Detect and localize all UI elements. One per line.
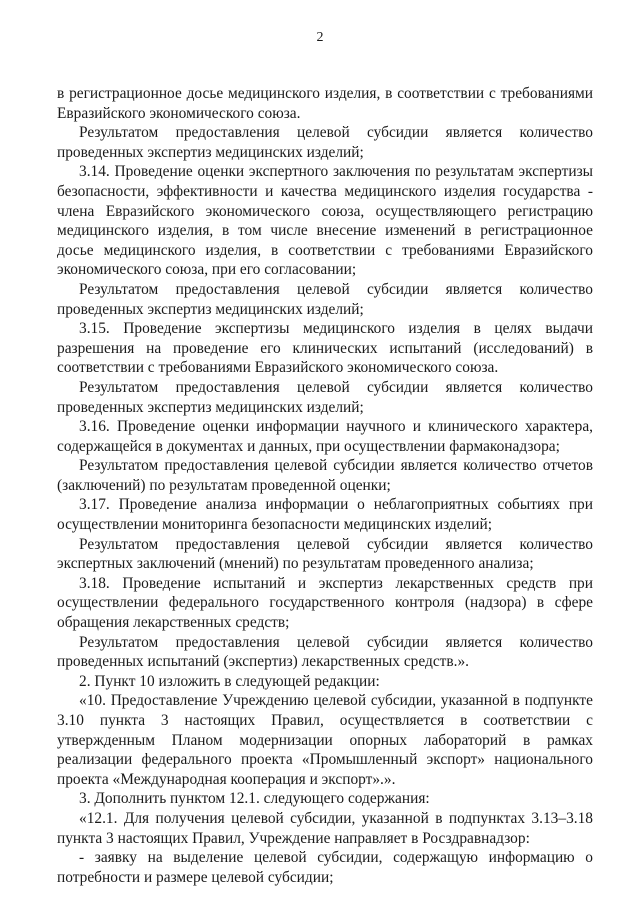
paragraph: Результатом предоставления целевой субсидии является количество экспертных заключений (мнений) по результатам проведенного анализа; <box>57 535 593 573</box>
paragraph: 3.17. Проведение анализа информации о неблагоприятных событиях при осуществлении мониторинга безопасности медицинских изделий; <box>57 496 593 534</box>
paragraph: Результатом предоставления целевой субсидии является количество проведенных экспертиз медицинских изделий; <box>57 124 593 161</box>
paragraph: Результатом предоставления целевой субсидии является количество проведенных испытаний (экспертиз) лекарственных средств.». <box>57 633 593 671</box>
paragraph: «12.1. Для получения целевой субсидии, указанной в подпунктах 3.13–3.18 пункта 3 настоящих Правил, Учреждение направляет в Росздравнадзор: <box>57 809 593 847</box>
paragraph: в регистрационное досье медицинского изделия, в соответствии с требованиями Евразийского экономического союза. <box>57 85 593 122</box>
paragraph: 3.14. Проведение оценки экспертного заключения по результатам экспертизы безопасности, эффективности и качества медицинского изделия государства - члена Евразийского экономического союза, осуществляющего регистрацию медицинского изделия, в том числе внесение изменений в регистрационное досье медицинского изделия, в соответствии с требованиями Евразийского экономического союза, при его согласовании; <box>57 163 593 279</box>
paragraph: Результатом предоставления целевой субсидии является количество проведенных экспертиз медицинских изделий; <box>57 378 593 416</box>
paragraph: 3.18. Проведение испытаний и экспертиз лекарственных средств при осуществлении федерального государственного контроля (надзора) в сфере обращения лекарственных средств; <box>57 574 593 632</box>
page-number: 2 <box>316 30 324 45</box>
paragraph: 3.15. Проведение экспертизы медицинского изделия в целях выдачи разрешения на проведение его клинических испытаний (исследований) в соответствии с требованиями Евразийского экономического союза. <box>57 320 593 377</box>
paragraph: 2. Пункт 10 изложить в следующей редакции: <box>79 672 380 690</box>
paragraph: Результатом предоставления целевой субсидии является количество отчетов (заключений) по результатам проведенной оценки; <box>57 457 593 494</box>
paragraph: Результатом предоставления целевой субсидии является количество проведенных экспертиз медицинских изделий; <box>57 280 593 318</box>
document-body <box>57 84 593 887</box>
paragraph: - заявку на выделение целевой субсидии, содержащую информацию о потребности и размере целевой субсидии; <box>57 849 593 886</box>
paragraph: 3.16. Проведение оценки информации научного и клинического характера, содержащейся в документах и данных, при осуществлении фармаконадзора; <box>57 418 593 455</box>
paragraph: «10. Предоставление Учреждению целевой субсидии, указанной в подпункте 3.10 пункта 3 настоящих Правил, осуществляется в соответствии с утвержденным Планом модернизации опорных лабораторий в рамках реализации федерального проекта «Промышленный экспорт» национального проекта «Международная кооперация и экспорт».». <box>57 692 593 788</box>
paragraph: 3. Дополнить пунктом 12.1. следующего содержания: <box>79 790 430 808</box>
